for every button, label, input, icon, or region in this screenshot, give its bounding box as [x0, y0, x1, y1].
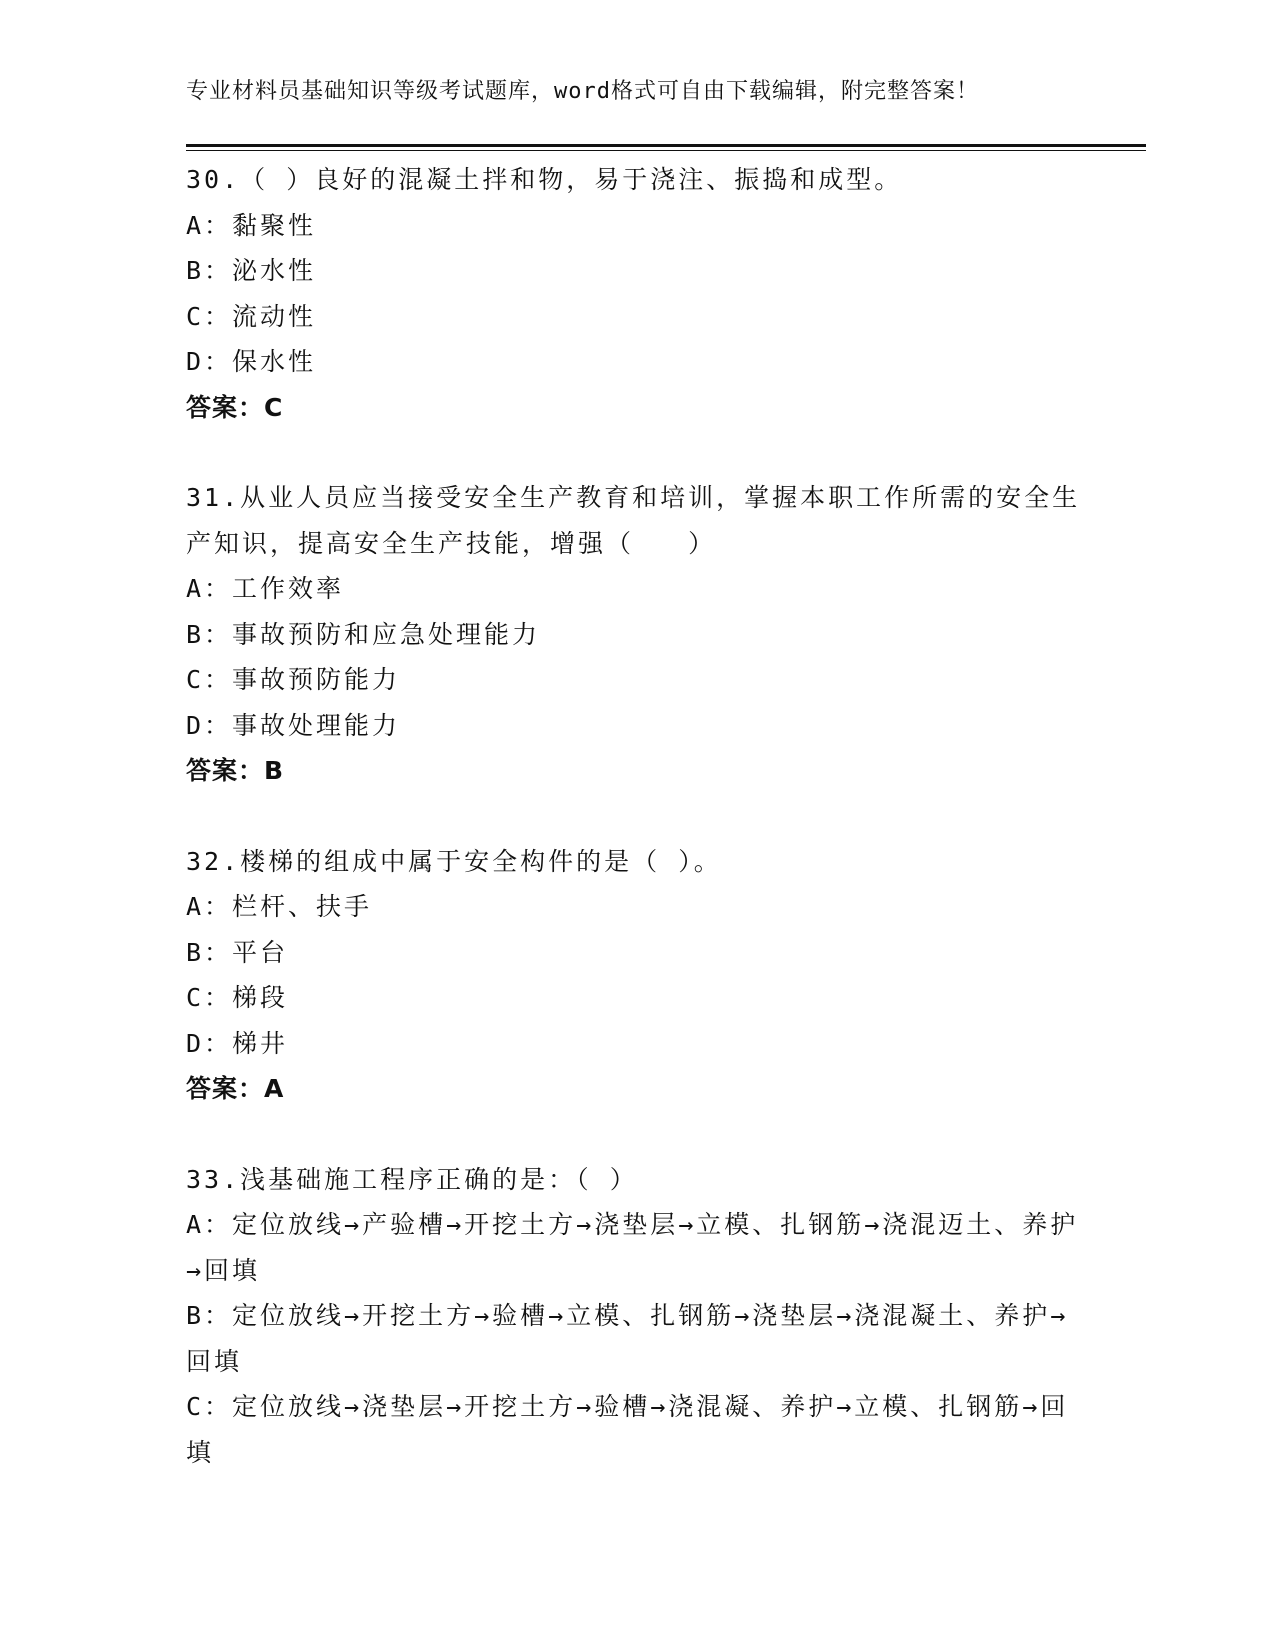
question-list [186, 157, 1086, 1520]
answer-line: 答案：B [186, 756, 285, 785]
question-32 [186, 839, 1086, 1112]
option-a: A：定位放线→产验槽→开挖土方→浇垫层→立模、扎钢筋→浇混迈土、养护→回填 [186, 1210, 1079, 1285]
question-stem: 30.（ ）良好的混凝土拌和物，易于浇注、振捣和成型。 [186, 165, 903, 194]
option-d: D：保水性 [186, 347, 317, 376]
header-rule-thick [186, 144, 1146, 147]
option-b: B：事故预防和应急处理能力 [186, 619, 541, 649]
option-c: C：事故预防能力 [186, 665, 401, 694]
option-c: C：流动性 [186, 301, 317, 331]
option-b: B：定位放线→开挖土方→验槽→立模、扎钢筋→浇垫层→浇混凝土、养护→回填 [186, 1301, 1069, 1376]
option-d: D：事故处理能力 [186, 710, 401, 740]
option-a: A：工作效率 [186, 574, 345, 603]
option-a: A：黏聚性 [186, 210, 317, 240]
question-30 [186, 157, 1086, 430]
question-31 [186, 475, 1086, 794]
option-c: C：梯段 [186, 983, 289, 1012]
answer-line: 答案：C [186, 392, 284, 422]
option-b: B：平台 [186, 937, 289, 967]
option-b: B：泌水性 [186, 256, 317, 285]
option-c: C：定位放线→浇垫层→开挖土方→验槽→浇混凝、养护→立模、扎钢筋→回填 [186, 1392, 1069, 1467]
question-33 [186, 1157, 1086, 1476]
document-header: 专业材料员基础知识等级考试题库，word格式可自由下载编辑，附完整答案！ [186, 79, 979, 104]
question-stem: 31.从业人员应当接受安全生产教育和培训，掌握本职工作所需的安全生产知识，提高安全生产技能，增强（ ） [186, 483, 1081, 558]
option-a: A：栏杆、扶手 [186, 892, 373, 921]
question-stem: 32.楼梯的组成中属于安全构件的是（ ）。 [186, 846, 722, 876]
option-d: D：梯井 [186, 1028, 289, 1058]
header-rule-thin [186, 150, 1146, 151]
answer-line: 答案：A [186, 1074, 285, 1103]
question-stem: 33.浅基础施工程序正确的是：（ ） [186, 1164, 638, 1194]
